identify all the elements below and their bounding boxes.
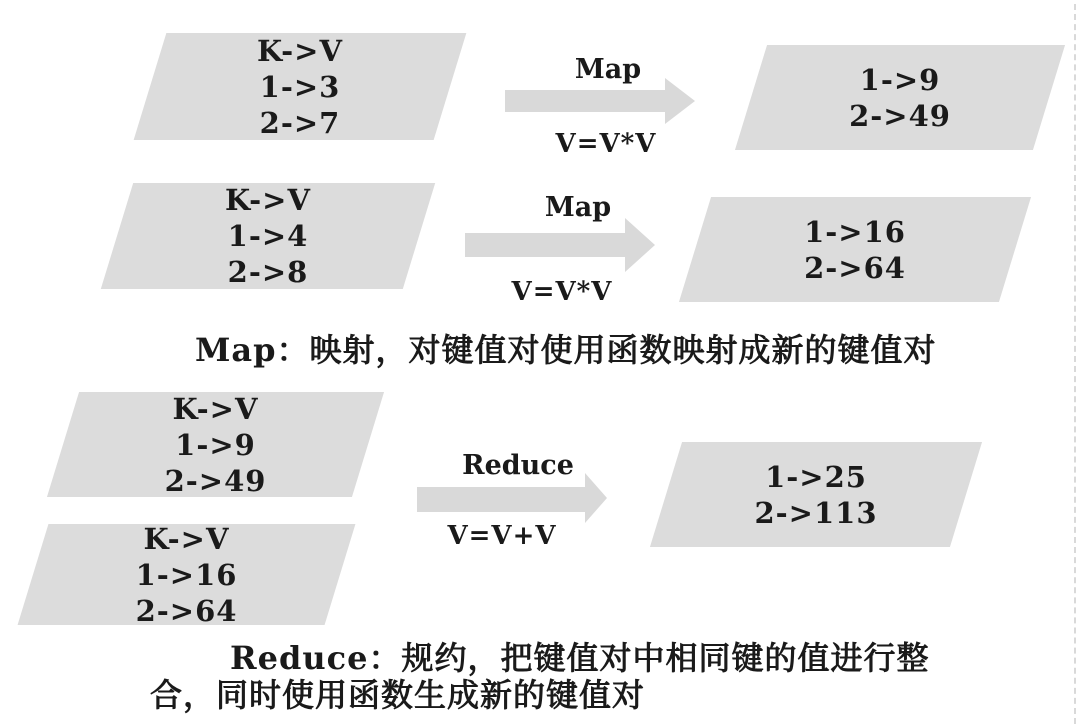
kv-pair: 2->49 [164,463,267,498]
kv-pair: 2->64 [804,250,906,285]
reduce-arrow-label: Reduce [462,450,574,481]
map-input-2-parallelogram [117,183,419,289]
reduce-input-1-parallelogram [63,392,368,497]
kv-pair: 1->9 [175,427,256,462]
map-arrow-2-formula: V=V*V [511,277,613,307]
kv-pair: 2->49 [849,98,951,133]
kv-pair: 1->25 [765,459,867,494]
kv-pair: 1->4 [227,219,309,253]
map-output-2-parallelogram [695,197,1015,302]
kv-pair: 2->8 [227,255,309,289]
kv-pair: 1->9 [859,62,941,97]
reduce-caption-line2: 合，同时使用函数生成新的键值对 [150,676,646,714]
map-arrow-1-formula: V=V*V [555,129,657,159]
kv-pair: 1->16 [804,214,906,249]
map-arrow-2-label: Map [544,192,612,223]
reduce-input-2-parallelogram [33,521,340,628]
reduce-arrow-formula: V=V+V [447,521,557,551]
map-caption: Map：映射，对键值对使用函数映射成新的键值对 [195,331,937,369]
reduce-output-parallelogram [666,442,966,547]
kv-pair: 2->113 [754,495,878,530]
map-arrow-1-label: Map [574,54,642,85]
kv-pair: 2->64 [135,593,238,628]
kv-header: K->V [172,391,259,426]
map-output-1-parallelogram [751,45,1049,150]
kv-pair: 2->7 [259,105,341,140]
map-arrow-2-icon [465,218,657,272]
kv-pair: 1->16 [135,557,238,592]
reduce-caption-line1: Reduce：规约，把键值对中相同键的值进行整 [230,639,930,677]
kv-header: K->V [143,521,230,556]
kv-pair: 1->3 [259,69,341,104]
map-input-1-parallelogram [150,33,450,140]
slide-boundary-dashed-line [1074,4,1076,724]
kv-header: K->V [225,183,311,217]
kv-header: K->V [257,33,343,68]
